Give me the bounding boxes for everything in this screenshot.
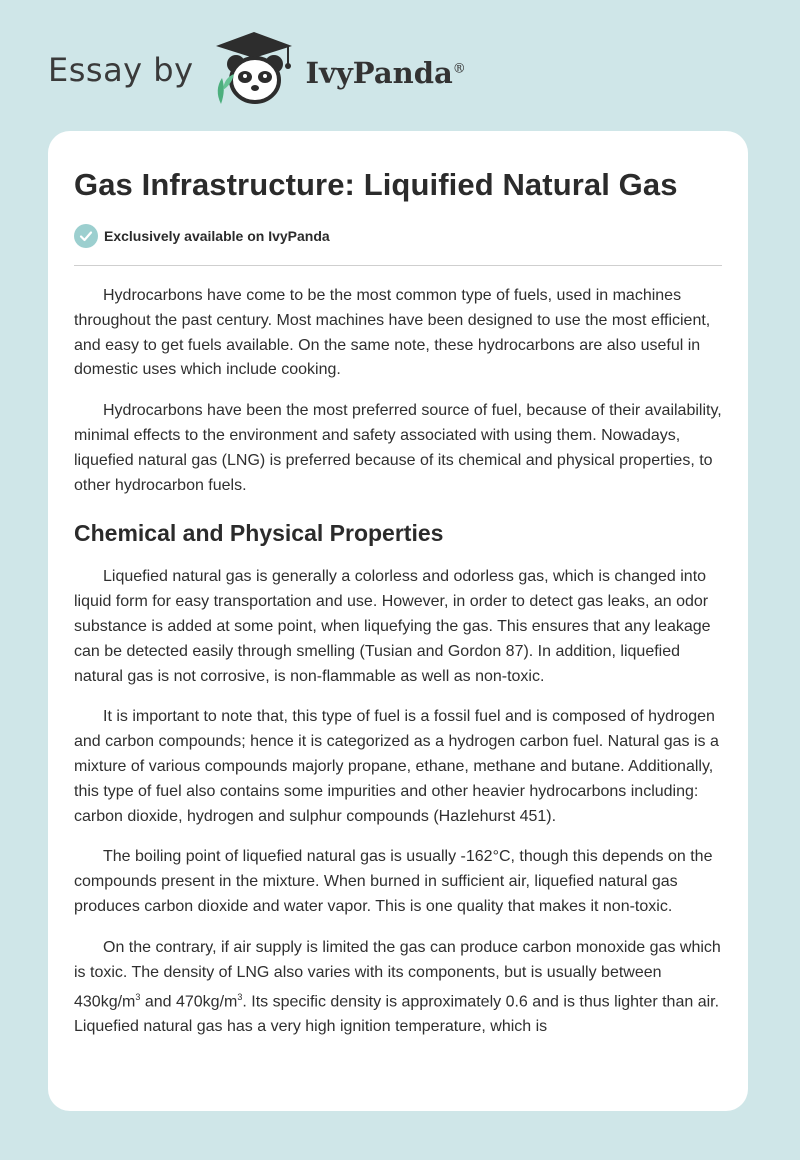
paragraph: Liquefied natural gas is generally a colorless and odorless gas, which is changed into liquid form for easy transportation and use. However, in order to detect gas leaks, an odor substance is added at some point, when liquefying the gas. This ensures that any leakage can be detected easily through smelling (Tusian and Gordon 87). In addition, liquefied natural gas is not corrosive, is non-flammable as well as non-toxic. bbox=[74, 568, 711, 685]
article-title: Gas Infrastructure: Liquified Natural Gas bbox=[74, 167, 678, 202]
paragraph: On the contrary, if air supply is limited the gas can produce carbon monoxide gas which is toxic. The density of LNG also varies with its components, but is usually between $430kg/m^3$ and $470kg/m^3$. Its specific density is approximately 0.6 and is thus lighter than air. Liquefied natural gas has a very high ignition temperature, which is bbox=[74, 938, 721, 1036]
brand-name: IvyPanda® bbox=[305, 56, 466, 90]
exclusive-badge bbox=[74, 223, 722, 249]
panda-logo-icon bbox=[208, 30, 304, 110]
paragraph: It is important to note that, this type of fuel is a fossil fuel and is composed of hydrogen and carbon compounds; hence it is categorized as a hydrogen carbon fuel. Natural gas is a mixture of various compounds majorly propane, ethane, methane and butane. Additionally, this type of fuel also contains some impurities and other heavier hydrocarbons including: carbon dioxide, hydrogen and sulphur compounds (Hazlehurst 451). bbox=[74, 708, 719, 825]
paragraph: Hydrocarbons have been the most preferred source of fuel, because of their availability, minimal effects to the environment and safety associated with using them. Nowadays, liquefied natural gas (LNG) is preferred because of its chemical and physical properties, to other hydrocarbon fuels. bbox=[74, 402, 722, 494]
paragraph: The boiling point of liquefied natural gas is usually -162°C, though this depends on the compounds present in the mixture. When burned in sufficient air, liquefied natural gas produces carbon dioxide and water vapor. This is one quality that makes it non-toxic. bbox=[74, 848, 713, 915]
brand-prefix: Essay by bbox=[48, 51, 194, 89]
divider bbox=[74, 265, 722, 266]
section-heading: Chemical and Physical Properties bbox=[74, 520, 444, 547]
header-brand[interactable] bbox=[48, 30, 466, 110]
paragraph: Hydrocarbons have come to be the most common type of fuels, used in machines throughout the past century. Most machines have been designed to use the most efficient, and easy to get fuels available. On the same note, these hydrocarbons are also useful in domestic uses which include cooking. bbox=[74, 287, 711, 379]
badge-text: Exclusively available on IvyPanda bbox=[104, 228, 330, 244]
checkmark-icon bbox=[74, 224, 98, 248]
article-card bbox=[48, 131, 748, 1111]
